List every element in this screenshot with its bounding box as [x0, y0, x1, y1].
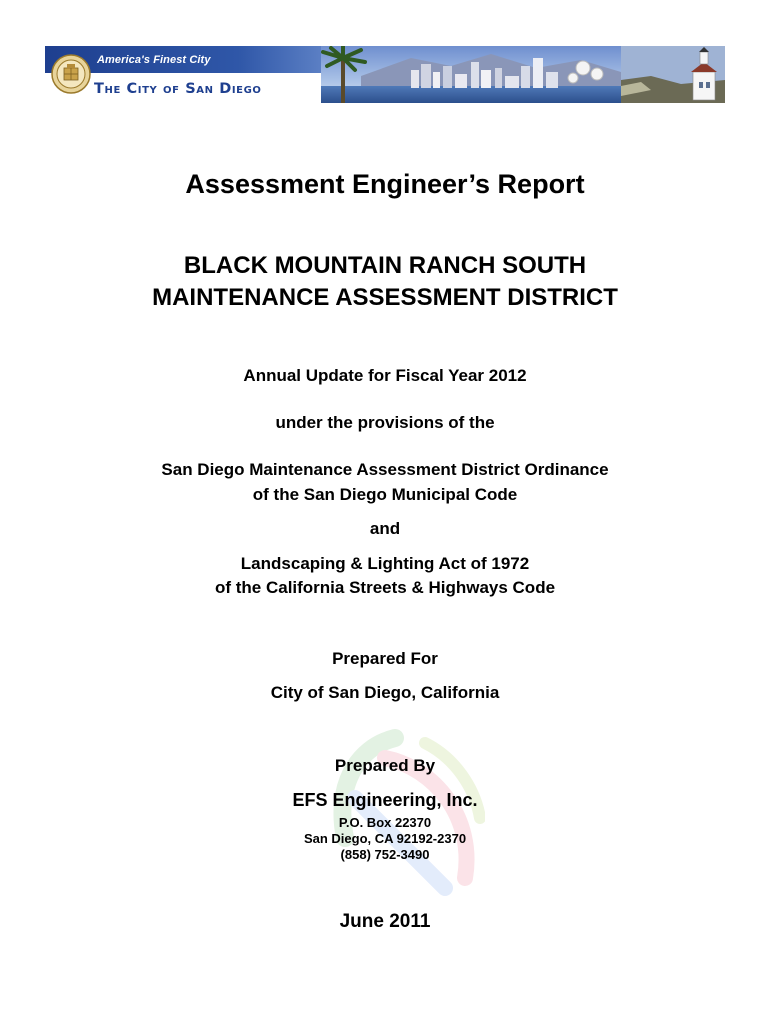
company-name: EFS Engineering, Inc. — [292, 790, 478, 810]
report-date: June 2011 — [339, 911, 431, 932]
city-header-banner — [45, 46, 725, 103]
act-line2: of the California Streets & Highways Code — [214, 578, 556, 597]
skyline-photo-icon — [321, 46, 725, 103]
company-phone: (858) 752-3490 — [340, 847, 430, 862]
banner-city-name: The City of San Diego — [94, 81, 262, 97]
prepared-for-label: Prepared For — [332, 649, 438, 668]
prepared-for-name: City of San Diego, California — [270, 683, 500, 702]
and-line: and — [369, 519, 401, 538]
annual-update-line: Annual Update for Fiscal Year 2012 — [243, 366, 527, 385]
efs-logo-watermark-icon — [325, 728, 485, 898]
act-line1: Landscaping & Lighting Act of 1972 — [240, 554, 530, 573]
company-city-state-zip: San Diego, CA 92192-2370 — [303, 831, 467, 846]
banner-brand-area — [45, 46, 321, 103]
ordinance-line2: of the San Diego Municipal Code — [252, 485, 518, 504]
district-name-line2: MAINTENANCE ASSESSMENT DISTRICT — [152, 284, 618, 311]
ordinance-line1: San Diego Maintenance Assessment District Ordinance — [161, 460, 609, 479]
company-po-box: P.O. Box 22370 — [338, 815, 432, 830]
city-seal-icon — [51, 54, 91, 94]
district-name-line1: BLACK MOUNTAIN RANCH SOUTH — [183, 252, 587, 279]
provisions-line: under the provisions of the — [275, 413, 495, 432]
banner-tagline: America's Finest City — [97, 54, 211, 66]
report-title: Assessment Engineer’s Report — [185, 169, 585, 199]
prepared-by-label: Prepared By — [334, 756, 436, 775]
